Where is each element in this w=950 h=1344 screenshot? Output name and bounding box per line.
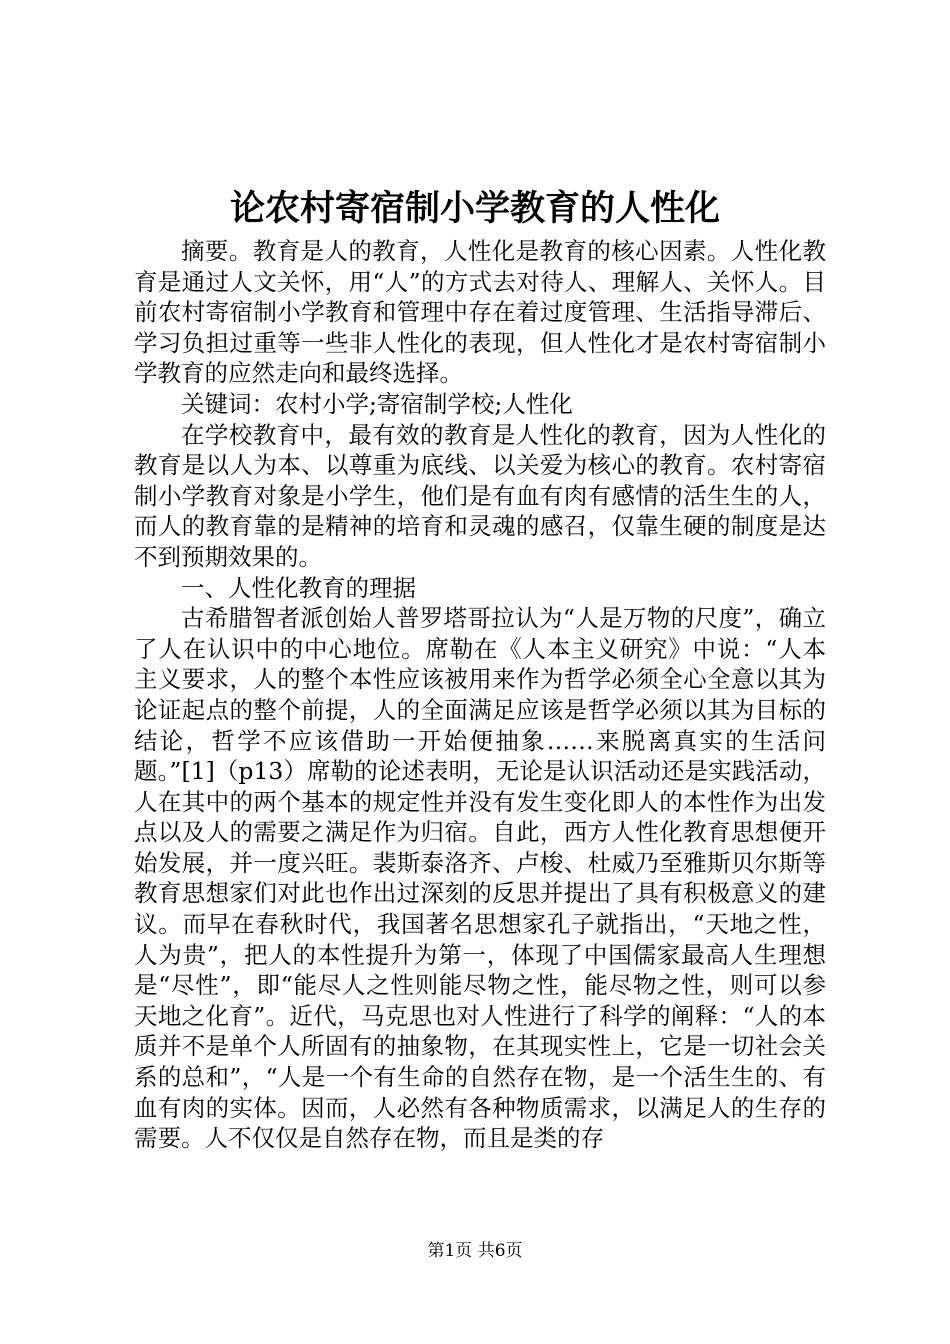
page-footer: 第1页 共6页 (427, 1241, 523, 1261)
document-title: 论农村寄宿制小学教育的人性化 (229, 188, 720, 229)
body-paragraph: 古希腊智者派创始人普罗塔哥拉认为“人是万物的尺度”，确立了人在认识中的中心地位。席勒在《人本主义研究》中说：“人本主义要求，人的整个本性应该被用来作为哲学必须全心全意以其为论证起点的整个前提，人的全面满足应该是哲学必须以其为目标的结论，哲学不应该借助一开始便抽象……来脱离真实的生活问题。”[1]（p13）席勒的论述表明，无论是认识活动还是实践活动，人在其中的两个基本的规定性并没有发生变化即人的本性作为出发点以及人的需要之满足作为归宿。自此，西方人性化教育思想便开始发展，并一度兴旺。裴斯泰洛齐、卢梭、杜威乃至雅斯贝尔斯等教育思想家们对此也作出过深刻的反思并提出了具有积极意义的建议。而早在春秋时代，我国著名思想家孔子就指出，“天地之性，人为贵”，把人的本性提升为第一，体现了中国儒家最高人生理想是“尽性”，即“能尽人之性则能尽物之性，能尽物之性，则可以参天地之化育”。近代，马克思也对人性进行了科学的阐释：“人的本质并不是单个人所固有的抽象物，在其现实性上，它是一切社会关系的总和”，“人是一个有生命的自然存在物，是一个活生生的、有血有肉的实体。因而，人必然有各种物质需求，以满足人的生存的需要。人不仅仅是自然存在物，而且是类的存 (134, 604, 826, 1153)
document-body (134, 236, 826, 1154)
abstract-paragraph: 摘要。教育是人的教育，人性化是教育的核心因素。人性化教育是通过人文关怀，用“人”的方式去对待人、理解人、关怀人。目前农村寄宿制小学教育和管理中存在着过度管理、生活指导滞后、学习负担过重等一些非人性化的表现，但人性化才是农村寄宿制小学教育的应然走向和最终选择。 (134, 237, 826, 388)
intro-paragraph: 在学校教育中，最有效的教育是人性化的教育，因为人性化的教育是以人为本、以尊重为底线、以关爱为核心的教育。农村寄宿制小学教育对象是小学生，他们是有血有肉有感情的活生生的人，而人的教育靠的是精神的培育和灵魂的感召，仅靠生硬的制度是达不到预期效果的。 (134, 420, 826, 571)
keywords-paragraph: 关键词：农村小学;寄宿制学校;人性化 (181, 389, 573, 418)
section-heading: 一、人性化教育的理据 (181, 573, 416, 602)
